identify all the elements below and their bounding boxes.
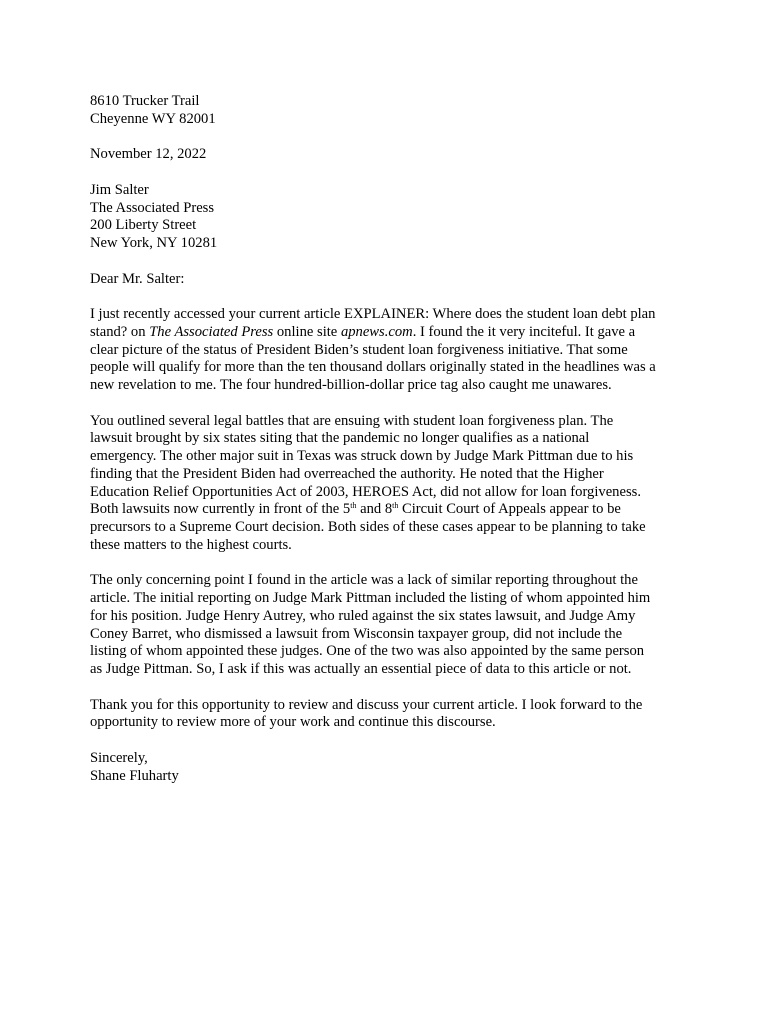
letter-page [90,93,682,803]
recipient-city-state-zip: New York, NY 10281 [90,235,218,251]
paragraph-line: You outlined several legal battles that are ensuing with student loan forgiveness plan. The [90,412,614,429]
ordinal-suffix: th [392,501,399,511]
ordinal-suffix: th [350,501,357,511]
publication-name: The Associated Press [149,323,274,340]
body-paragraph-2 [90,413,682,555]
text-run: and 8 [356,501,393,518]
sender-city-state-zip: Cheyenne WY 82001 [90,110,216,127]
website-name: apnews.com [340,323,413,340]
paragraph-line: for his position. Judge Henry Autrey, who ruled against the six states lawsuit, and Judge Amy [90,607,636,624]
closing-text: Sincerely, [90,749,148,766]
text-run: stand? on [90,323,150,340]
paragraph-line: emergency. The other major suit in Texas was struck down by Judge Mark Pittman due to his [90,448,634,464]
date-text: November 12, 2022 [90,146,207,163]
paragraph-line: opportunity to review more of your work and continue this discourse. [90,714,496,731]
paragraph-line [90,501,682,519]
paragraph-line: as Judge Pittman. So, I ask if this was actually an essential piece of data to this article or not. [90,661,632,677]
recipient-address [90,182,682,253]
body-paragraph-4 [90,697,682,733]
paragraph-line: precursors to a Supreme Court decision. Both sides of these cases appear to be planning to take [90,519,646,535]
body-paragraph-3 [90,572,682,679]
recipient-name: Jim Salter [90,181,149,198]
paragraph-line: new revelation to me. The four hundred-billion-dollar price tag also caught me unawares. [90,377,612,393]
paragraph-line: article. The initial reporting on Judge Mark Pittman included the listing of whom appointed him [90,590,651,606]
salutation-text: Dear Mr. Salter: [90,270,185,287]
paragraph-line: Thank you for this opportunity to review and discuss your current article. I look forward to the [90,696,643,713]
text-run: Both lawsuits now currently in front of the 5 [90,501,351,518]
body-paragraph-1 [90,306,682,395]
paragraph-line: Education Relief Opportunities Act of 2003, HEROES Act, did not allow for loan forgiveness. [90,483,641,500]
paragraph-line: these matters to the highest courts. [90,536,292,553]
paragraph-line: I just recently accessed your current article EXPLAINER: Where does the student loan debt plan [90,306,656,322]
paragraph-line: lawsuit brought by six states siting that the pandemic no longer qualifies as a national [90,430,590,447]
paragraph-line: finding that the President Biden had overreached the authority. He noted that the Higher [90,465,604,482]
paragraph-line: The only concerning point I found in the article was a lack of similar reporting throughout the [90,572,638,589]
recipient-organization: The Associated Press [90,199,215,216]
paragraph-line: clear picture of the status of President Biden’s student loan forgiveness initiative. That some [90,341,628,358]
salutation [90,271,682,289]
paragraph-line: people will qualify for more than the ten thousand dollars originally stated in the headlines was a [90,359,656,376]
letter-date [90,146,682,164]
paragraph-line: listing of whom appointed these judges. One of the two was also appointed by the same person [90,643,645,660]
text-run: Circuit Court of Appeals appear to be [398,501,621,518]
text-run: . I found the it very inciteful. It gave a [412,323,636,340]
signature-block [90,750,682,786]
text-run: online site [273,323,341,340]
signature-name: Shane Fluharty [90,767,179,784]
sender-address [90,93,682,129]
paragraph-line [90,324,682,342]
recipient-street: 200 Liberty Street [90,217,197,234]
paragraph-line: Coney Barret, who dismissed a lawsuit from Wisconsin taxpayer group, did not include the [90,625,623,642]
sender-street: 8610 Trucker Trail [90,93,200,109]
